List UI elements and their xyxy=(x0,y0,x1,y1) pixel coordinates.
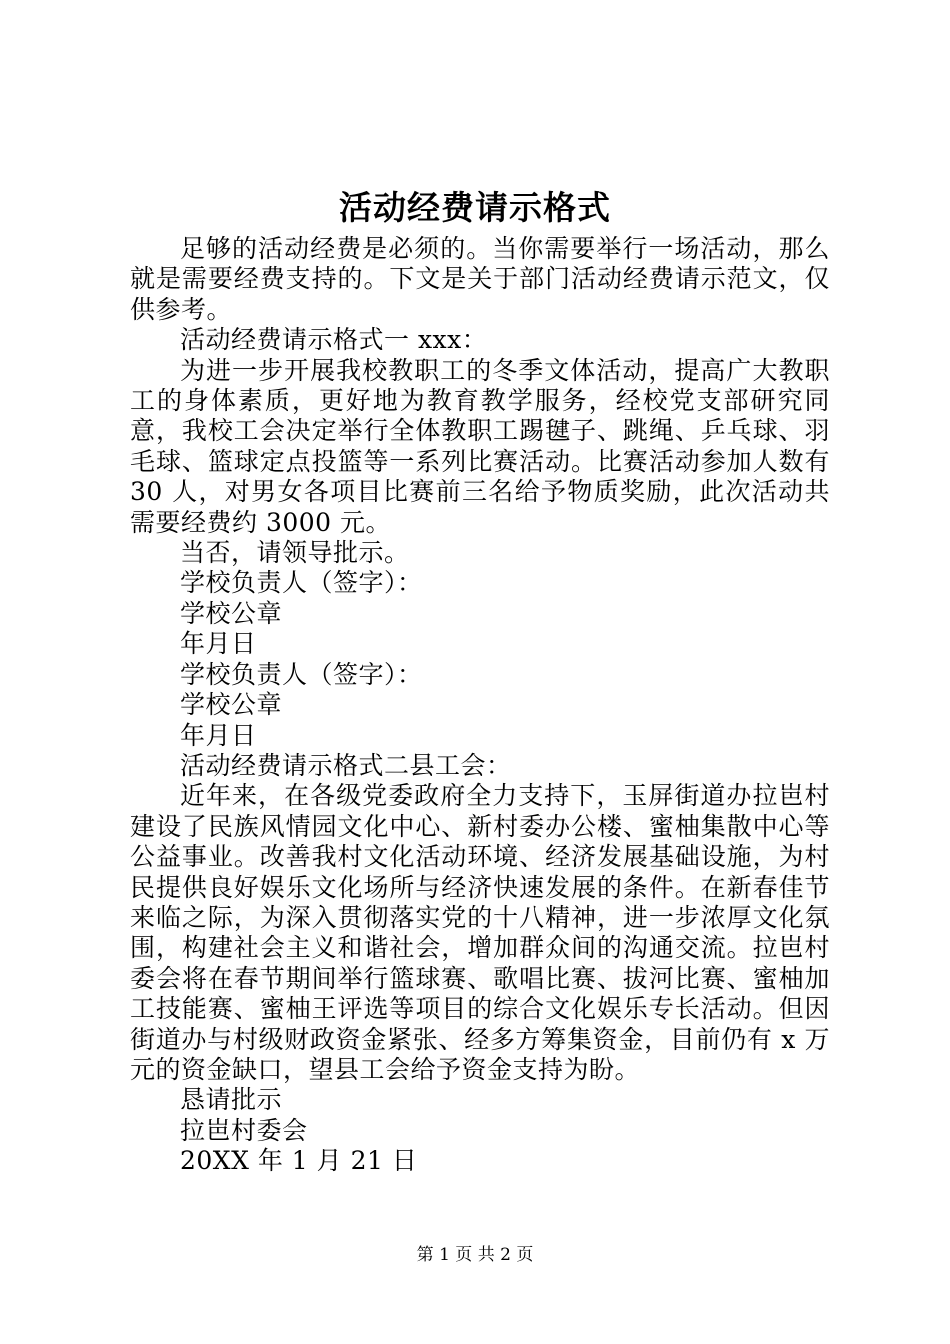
signature-line: 学校负责人（签字）： xyxy=(180,659,423,689)
signature-line: 学校负责人（签字）： xyxy=(180,568,423,598)
date-line: 年月日 xyxy=(180,720,257,750)
closing-request-line: 恳请批示 xyxy=(180,1085,283,1115)
sender-line: 拉岜村委会 xyxy=(180,1115,308,1145)
format-one-heading: 活动经费请示格式一 xxx： xyxy=(180,325,488,355)
document-body xyxy=(130,234,830,1177)
format-one-body-paragraph: 为进一步开展我校教职工的冬季文体活动，提高广大教职工的身体素质，更好地为教育教学服务，经校党支部研究同意，我校工会决定举行全体教职工踢毽子、跳绳、乒乓球、羽毛球、篮球定点投篮等一系列比赛活动。比赛活动参加人数有 30 人，对男女各项目比赛前三名给予物质奖励，此次活动共需要经费约 3000 元。 xyxy=(130,355,830,537)
document-title: 活动经费请示格式 xyxy=(339,188,611,227)
format-two-heading: 活动经费请示格式二县工会： xyxy=(180,750,512,780)
page-footer: 第 1 页 共 2 页 xyxy=(416,1245,534,1265)
school-seal-line: 学校公章 xyxy=(180,690,283,720)
school-seal-line: 学校公章 xyxy=(180,598,283,628)
approval-request-line: 当否，请领导批示。 xyxy=(180,538,410,568)
document-date-line: 20XX 年 1 月 21 日 xyxy=(180,1146,418,1176)
intro-paragraph: 足够的活动经费是必须的。当你需要举行一场活动，那么就是需要经费支持的。下文是关于部门活动经费请示范文，仅供参考。 xyxy=(130,234,830,324)
format-two-body-paragraph: 近年来，在各级党委政府全力支持下，玉屏街道办拉岜村建设了民族风情园文化中心、新村委办公楼、蜜柚集散中心等公益事业。改善我村文化活动环境、经济发展基础设施，为村民提供良好娱乐文化场所与经济快速发展的条件。在新春佳节来临之际，为深入贯彻落实党的十八精神，进一步浓厚文化氛围，构建社会主义和谐社会，增加群众间的沟通交流。拉岜村委会将在春节期间举行篮球赛、歌唱比赛、拔河比赛、蜜柚加工技能赛、蜜柚王评选等项目的综合文化娱乐专长活动。但因街道办与村级财政资金紧张、经多方筹集资金，目前仍有 x 万元的资金缺口，望县工会给予资金支持为盼。 xyxy=(130,781,830,1084)
date-line: 年月日 xyxy=(180,629,257,659)
